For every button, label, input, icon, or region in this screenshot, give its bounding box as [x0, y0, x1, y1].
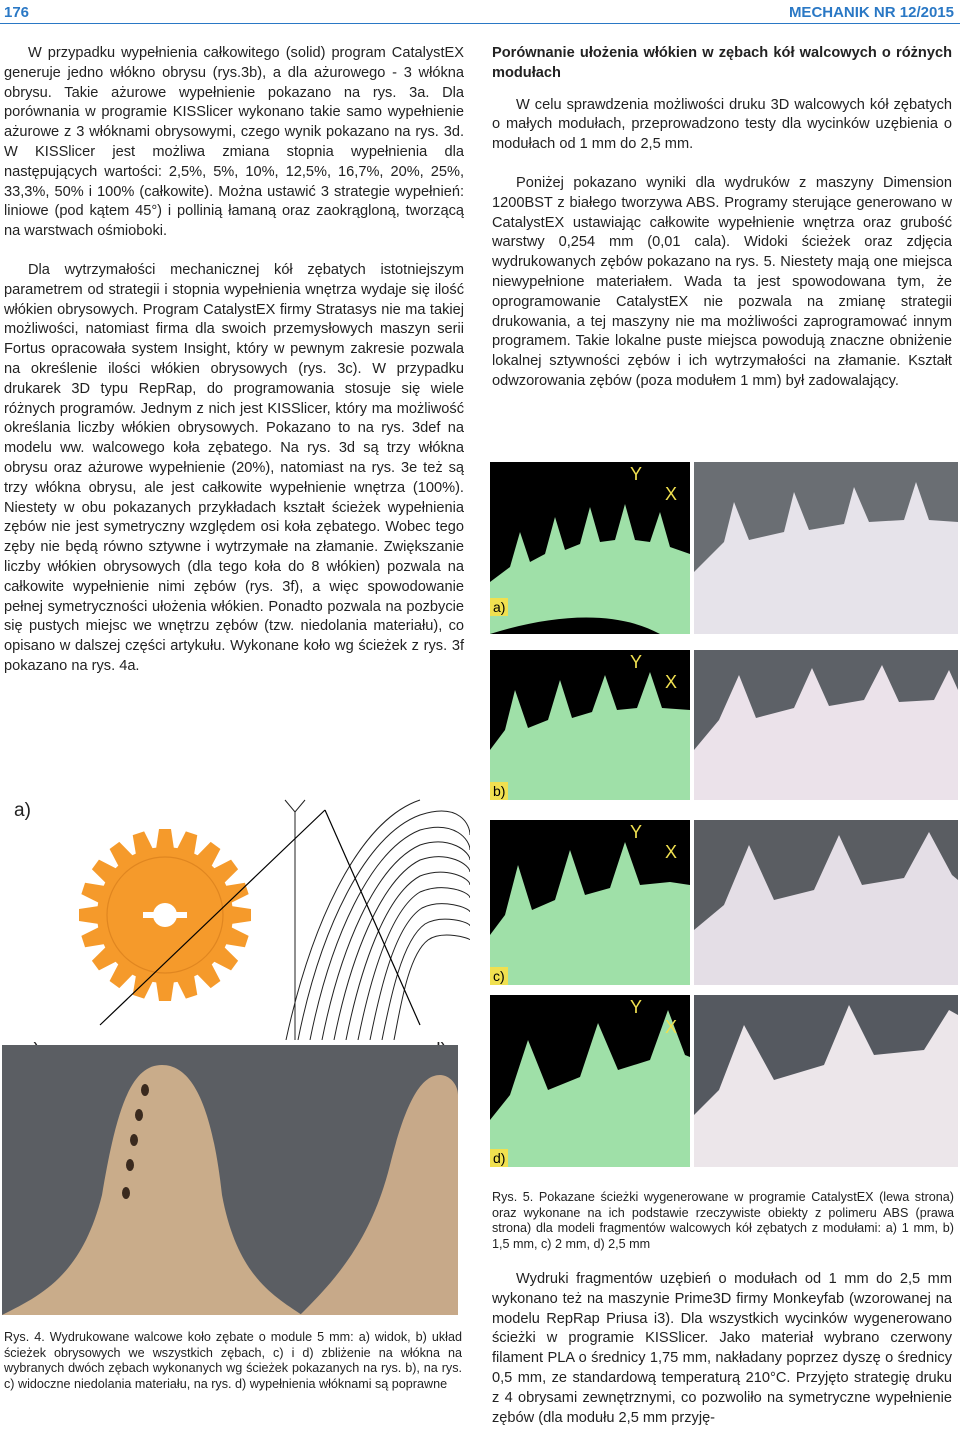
tag-a: a) — [490, 598, 508, 616]
fig5-caption: Rys. 5. Pokazane ścieżki wygenerowane w programie CatalystEX (lewa strona) oraz wykonane na ich podstawie rzeczywiste obiekty z polimeru ABS (prawa strona) dla modeli fragmentów walcowych kół zębatych z modułami: a) 1 mm, b) 1,5 mm, c) 2 mm, d) 2,5 mm — [492, 1190, 954, 1251]
right-paragraph-1: W celu sprawdzenia możliwości druku 3D walcowych kół zębatych o małych modułach, przeprowadzono testy dla wycinków uzębienia o modułach od 1 mm do 2,5 mm. — [492, 96, 952, 153]
axis-y-d: Y — [630, 997, 643, 1017]
annotation-arrows — [40, 800, 460, 1030]
right-paragraph-2: Poniżej pokazano wyniki dla wydruków z maszyny Dimension 1200BST z białego tworzywa ABS. Programy sterujące generowano w CatalystEX ustawiając całkowite wypełnienie wnętrza oraz grubość warstwy 0,254 mm (0,01 cala). Widoki ścieżek oraz zdjęcia wydrukowanych zębów pokazano na rys. 5. Niestety mają one miejsca niewypełnione materiałem. Wada ta jest spowodowana tym, że oprogramowanie CatalystEX nie pozwala na zmianę strategii drukowania, a tej maszyny nie ma możliwości zaprogramować innym programem. Takie lokalne puste miejsca powodują znaczne obniżenie lokalnej sztywności zębów i ich wytrzymałości na złamanie. Kształt odwzorowania zębów (poza modułem 1 mm) był zadowalający. — [492, 174, 952, 389]
right-column — [492, 44, 952, 411]
fig4-label-a: a) — [14, 800, 31, 821]
axis-x-c: X — [665, 842, 678, 862]
tag-b: b) — [490, 782, 508, 800]
path-view-a — [490, 462, 690, 634]
page-number: 176 — [4, 4, 30, 21]
print-photo-a — [694, 462, 958, 634]
print-photo-c — [694, 820, 958, 985]
magazine-title: MECHANIK NR 12/2015 — [788, 4, 954, 21]
fig4-caption: Rys. 4. Wydrukowane walcowe koło zębate o module 5 mm: a) widok, b) układ ścieżek obrysowych we wszystkich zębach, c) i d) zbliżenie na włókna na wybranych dwóch zębach wykonanych wg ścieżek pokazanych na rys. b), na rys. c) widoczne niedolania materiału, na rys. d) wypełnienia włóknami są poprawne — [4, 1330, 462, 1391]
path-view-d — [490, 995, 690, 1167]
left-column — [4, 44, 464, 696]
axis-y-c: Y — [630, 822, 643, 842]
axis-y-b: Y — [630, 652, 643, 672]
header-rule — [0, 23, 960, 24]
section-heading: Porównanie ułożenia włókien w zębach kół walcowych o różnych modułach — [492, 45, 952, 81]
print-photo-b — [694, 650, 958, 800]
axis-x-a: X — [665, 484, 678, 504]
left-paragraph-1: W przypadku wypełnienia całkowitego (solid) program CatalystEX generuje jedno włókno obrysu (rys.3b), a dla ażurowego - 3 włókna obrysu. Takie ażurowe wypełnienie pokazano na rys. 3a. Dla porównania w programie KISSlicer wykonano takie samo wypełnienie ażurowe z 3 włóknami obrysowymi, czego wynik pokazano na rys. 3d. W KISSlicer jest możliwa zmiana stopnia wypełnienia dla następujących wartości: 2,5%, 5%, 10%, 12,5%, 16,7%, 20%, 25%, 33,3%, 50% i 100% (całkowite). Można ustawić 3 strategie wypełnień: liniowe (pod kątem 45°) i pollinią łamaną oraz zaokrągloną, tworzącą na warstwach ośmioboki. — [4, 45, 464, 240]
axis-y-a: Y — [630, 464, 643, 484]
print-photo-d — [694, 995, 958, 1167]
right-column-continued — [492, 1270, 952, 1428]
path-view-c — [490, 820, 690, 985]
path-view-b — [490, 650, 690, 800]
tooth-photo-d-shape — [300, 1045, 458, 1315]
tag-d: d) — [490, 1149, 508, 1167]
page-header — [0, 0, 960, 24]
right-paragraph-3: Wydruki fragmentów uzębień o modułach od 1 mm do 2,5 mm wykonano też na maszynie Prime3D firmy Monkeyfab (wzorowanej na modelu RepRap Priusa i3). Dla wszystkich wycinków wygenerowano ścieżki w programie KISSlicer. Jako materiał wybrano czerwony filament PLA o średnicy 1,75 mm, nakładany poprzez dyszę o średnicy 0,5 mm, ze standardową temperaturą 210°C. Przyjęto strategię druku z 4 obrysami zewnętrznymi, co pozwoliło na symetryczne wypełnienie zębów (dla modułu 2,5 mm przyję- — [492, 1271, 952, 1426]
tag-c: c) — [490, 967, 508, 985]
left-paragraph-2: Dla wytrzymałości mechanicznej kół zębatych istotniejszym parametrem od strategii i stopnia wypełnienia wnętrza wydaje się ilość włókien obrysowych. Program CatalystEX firmy Stratasys nie ma takiej możliwości, natomiast firma dla swoich przemysłowych maszyn serii Fortus opracowała system Insight, który w pewnym zakresie pozwala na określenie ilości włókien obrysowych (rys. 3c). W przypadku drukarek 3D typu RepRap, do programowania stosuje się wiele różnych programów. Jednym z nich jest KISSlicer, który ma możliwość określania liczby włókien obrysowych. Pokazano to na rys. 3def na modelu ww. walcowego koła zębatego. Na rys. 3d są trzy włókna obrysu oraz ażurowe wypełnienie (20%), natomiast na rys. 3e też są trzy włókna obrysu, ale jest całkowite wypełnienie wnętrza (100%). Niestety w obu pokazanych przykładach kształt ścieżek wypełnienia zębów nie jest symetryczny względem osi koła zębatego. Wobec tego zęby nie będą równo sztywne i wytrzymałe na złamanie. Zwiększanie liczby włókien obrysowych (dla tego koła do 8 włókien) pozwala na całkowite wypełnienie nimi zębów (rys. 3f), a więc spowodowanie pełnej symetryczności ułożenia włókien. Ponadto pozwala na pozbycie się pustych miejsc we wnętrzu zębów (tzw. niedolania materiału), co opisano w dalszej części artykułu. Wykonane koło wg ścieżek z rys. 3f pokazano na rys. 4a. — [4, 261, 464, 674]
axis-x-b: X — [665, 672, 678, 692]
axis-x-d: X — [665, 1017, 678, 1037]
